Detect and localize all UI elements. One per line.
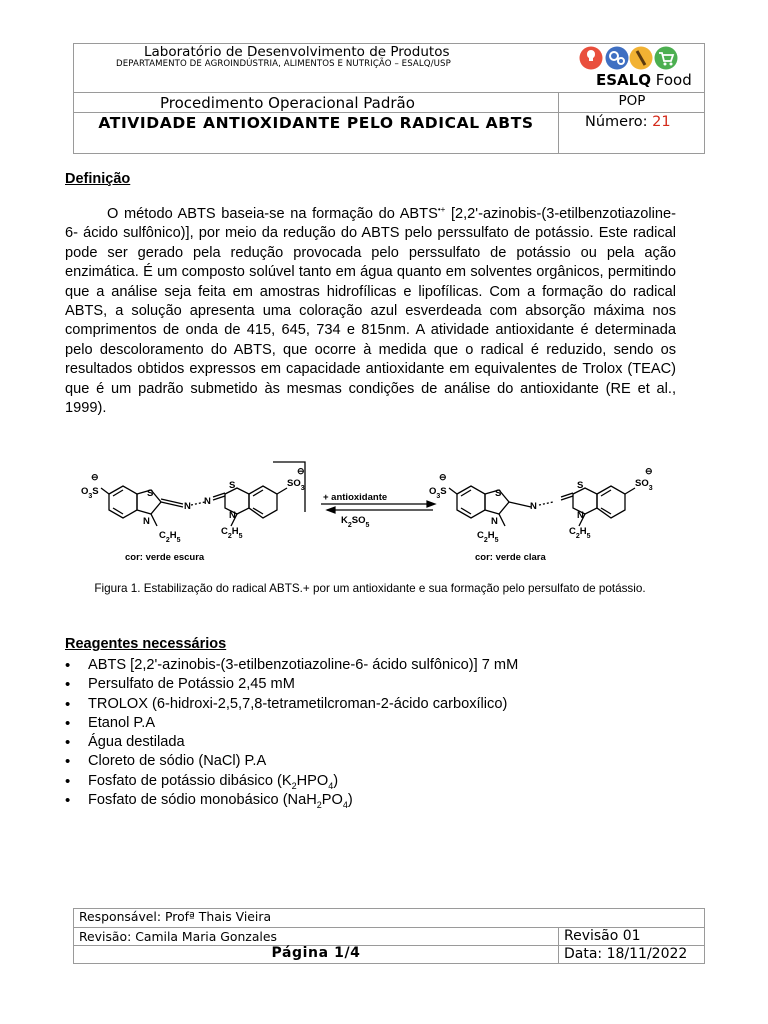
left-ethyl2-label: $C_2H_5$ [221,526,243,540]
abts-reduced-structure [449,486,635,526]
left-sulfonate-label: $O_3S$ [81,486,99,500]
list-item: • Etanol P.A [65,714,518,733]
figure-caption: Figura 1. Estabilização do radical ABTS.+ por um antioxidante e sua formação pelo persulfato de potássio. [94,582,646,595]
right-color-label: cor: verde clara [475,552,546,563]
right-ethyl2-label: $C_2H_5$ [569,526,591,540]
document-number: Número: 21 [585,114,671,130]
reverse-reaction-label: $K_2SO_5$ [341,515,370,529]
forward-reaction-label: + antioxidante [323,492,388,503]
right-ring-s-label: S [495,488,502,499]
revision-number: Revisão 01 [564,928,641,944]
right-right-minus-sign: ⊖ [645,466,653,476]
abts-reaction-scheme [65,452,705,572]
left-right-minus-sign: ⊖ [297,466,305,476]
left-ring-n-label: N [143,516,150,527]
left-azo-n2-label: N [204,496,211,507]
right-ring-s2-label: S [577,480,584,491]
pop-code: POP [618,93,646,109]
left-ring-n2-label: N [229,510,236,521]
list-item: • Fosfato de potássio dibásico $(K_2HPO_4)$ [65,772,518,791]
right-ethyl-label: $C_2H_5$ [477,530,499,544]
left-azo-n-label: N [184,501,191,512]
header-divider [74,112,704,113]
right-ring-n2-label: N [577,510,584,521]
document-footer [73,908,705,964]
list-item: • ABTS [2,2'-azinobis-(3-etilbenzotiazoline-6- ácido sulfônico)] 7 mM [65,656,518,675]
right-minus-sign: ⊖ [439,472,447,482]
left-ring-s2-label: S [229,480,236,491]
left-right-sulfonate-label: $SO_3$ [287,478,305,492]
responsible-person: Responsável: Profª Thais Vieira [79,909,272,924]
right-ring-n-label: N [491,516,498,527]
reagents-heading: Reagentes necessários [65,636,227,652]
department-name: DEPARTAMENTO DE AGROINDÚSTRIA, ALIMENTOS E NUTRIÇÃO – ESALQ/USP [116,59,451,69]
left-ring-s-label: S [147,488,154,499]
document-header [73,43,705,154]
document-title: ATIVIDADE ANTIOXIDANTE PELO RADICAL ABTS [98,114,534,132]
footer-divider [558,927,559,963]
right-sulfonate-label: $O_3S$ [429,486,447,500]
revised-by: Revisão: Camila Maria Gonzales [79,929,277,944]
definition-paragraph: O método ABTS baseia-se na formação do ABTS•+ [2,2'-azinobis-(3-etilbenzotiazoline-6- ácido sulfônico)], por meio da redução do ABTS pelo perssulfato de potássio. Este radical pode ser gerado pela redução provocada pelo perssulfato de potássio ou pela ação enzimática. É um composto solúvel tanto em água quanto em solventes orgânicos, permitindo que a análise seja feita em amostras hidrofílicas e lipofílicas. Com a formação do radical ABTS, a solução apresenta uma coloração azul esverdeada com absorção máxima nos comprimentos de onda de 415, 645, 734 e 815nm. A atividade antioxidante é determinada pelo descoloramento do ABTS, que ocorre à medida que o radical é reduzido, sendo os resultados obtidos expressos em capacidade antioxidante em equivalentes de Trolox (TEAC) que é um padrão submetido às mesmas condições de análise do antioxidante (RE et al., 1999). [65,205,676,417]
right-right-sulfonate-label: $SO_3$ [635,478,653,492]
list-item: • Persulfato de Potássio 2,45 mM [65,675,518,694]
list-item: • Fosfato de sódio monobásico $(NaH_2PO_4)$ [65,791,518,810]
definition-heading: Definição [65,171,131,187]
left-color-label: cor: verde escura [125,552,205,563]
list-item: • TROLOX (6-hidroxi-2,5,7,8-tetrametilcroman-2-ácido carboxílico) [65,695,518,714]
esalq-food-logo [579,45,679,71]
reagents-list [65,656,518,810]
lab-title: Laboratório de Desenvolvimento de Produtos [144,44,450,60]
logo-brand: ESALQ Food [596,71,692,89]
page-number: Página 1/4 [271,945,361,961]
abts-radical-structure [101,462,305,526]
revision-date: Data: 18/11/2022 [564,946,688,962]
left-minus-sign: ⊖ [91,472,99,482]
left-ethyl-label: $C_2H_5$ [159,530,181,544]
right-azo-n-label: N [530,501,537,512]
pop-title: Procedimento Operacional Padrão [160,94,415,112]
list-item: • Água destilada [65,733,518,752]
list-item: • Cloreto de sódio (NaCl) P.A [65,752,518,771]
logo-cart-icon [655,47,678,70]
